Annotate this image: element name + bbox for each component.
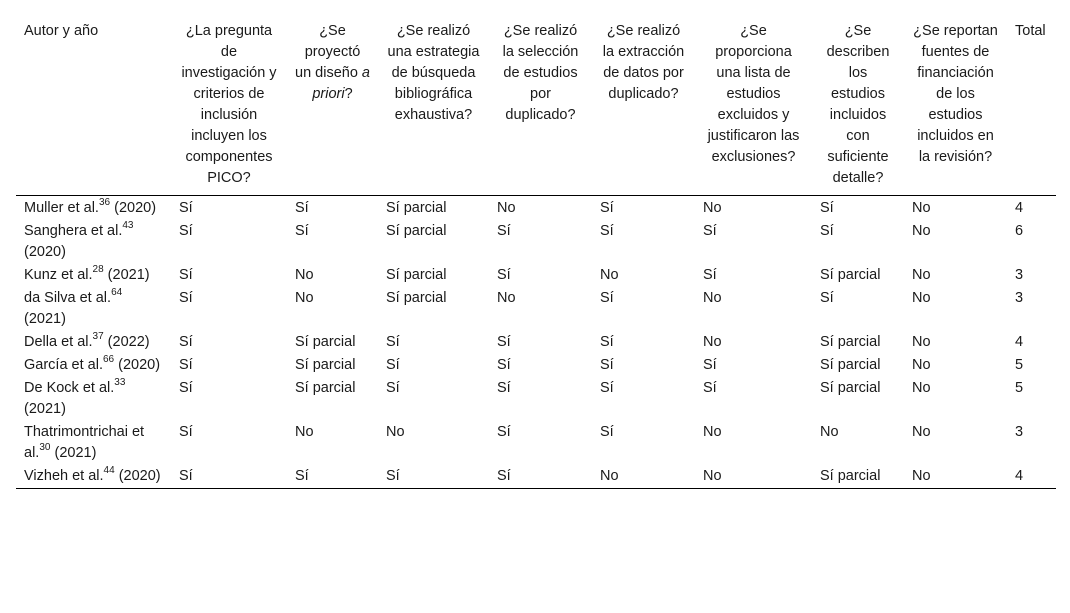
- criterion-cell: Sí: [179, 380, 193, 396]
- criterion-cell: No: [600, 267, 619, 283]
- criterion-cell: Sí: [287, 465, 378, 489]
- criterion-cell: No: [912, 424, 931, 440]
- criterion-cell: Sí parcial: [386, 267, 447, 283]
- criterion-cell: Sí: [497, 334, 511, 350]
- column-header-extraction: ¿Se realizó la extracción de datos por duplicado?: [592, 16, 695, 196]
- criterion-cell: No: [295, 424, 314, 440]
- author-cell: [16, 354, 171, 377]
- criterion-cell: Sí: [179, 267, 193, 283]
- criterion-cell: Sí: [497, 223, 511, 239]
- criterion-cell: Sí parcial: [386, 290, 447, 306]
- author-cell: [16, 377, 171, 421]
- author-name: Della et al.: [24, 334, 93, 350]
- criterion-cell: Sí: [386, 334, 400, 350]
- criterion-cell: No: [912, 290, 931, 306]
- reference-number: 30: [39, 442, 51, 454]
- criterion-cell: Sí: [600, 424, 614, 440]
- criterion-cell: Sí: [600, 334, 614, 350]
- publication-year: (2021): [107, 267, 150, 283]
- criterion-cell: Sí parcial: [820, 357, 881, 373]
- a-priori-text: a priori: [312, 65, 370, 102]
- reference-number: 43: [122, 220, 134, 232]
- criterion-cell: Sí: [179, 334, 193, 350]
- total-score-cell: 5: [1015, 357, 1024, 373]
- column-header-design: [287, 16, 378, 196]
- publication-year: (2021): [24, 311, 66, 327]
- criterion-cell: No: [703, 290, 722, 306]
- criterion-cell: No: [912, 334, 931, 350]
- author-name: Thatrimontrichai et al.: [24, 424, 145, 461]
- table-row: [16, 196, 1056, 221]
- criterion-cell: No: [912, 223, 931, 239]
- author-name: Vizheh et al.: [24, 468, 104, 484]
- column-header-pico: ¿La pregunta de investigación y criterios de inclusión incluyen los componentes PICO?: [171, 16, 287, 196]
- reference-number: 37: [92, 331, 104, 343]
- column-header-selection: ¿Se realizó la selección de estudios por duplicado?: [489, 16, 592, 196]
- table-row: [16, 421, 1056, 465]
- criterion-cell: Sí: [600, 200, 614, 216]
- criterion-cell: No: [386, 424, 405, 440]
- criterion-cell: Sí: [386, 357, 400, 373]
- author-cell: [16, 196, 171, 221]
- publication-year: (2020): [114, 200, 157, 216]
- criterion-cell: Sí parcial: [820, 334, 881, 350]
- total-score-cell: 3: [1015, 424, 1024, 440]
- author-name: Muller et al.: [24, 200, 99, 216]
- author-cell: [16, 220, 171, 264]
- criterion-cell: Sí parcial: [820, 380, 881, 396]
- criterion-cell: No: [295, 290, 314, 306]
- publication-year: (2022): [107, 334, 150, 350]
- table-row: [16, 220, 1056, 264]
- publication-year: (2020): [118, 357, 161, 373]
- total-score-cell: 4: [1015, 200, 1024, 216]
- criterion-cell: Sí: [703, 267, 717, 283]
- criterion-cell: Sí: [703, 357, 717, 373]
- publication-year: (2021): [24, 401, 66, 417]
- criterion-cell: Sí parcial: [295, 334, 356, 350]
- criterion-cell: Sí: [497, 357, 511, 373]
- author-name: Kunz et al.: [24, 267, 93, 283]
- table-row: [16, 354, 1056, 377]
- criterion-cell: Sí parcial: [386, 223, 447, 239]
- criterion-cell: Sí: [703, 223, 717, 239]
- criterion-cell: Sí: [295, 223, 309, 239]
- criterion-cell: No: [820, 424, 839, 440]
- author-name: da Silva et al.: [24, 290, 112, 306]
- column-header-excluded: ¿Se proporciona una lista de estudios excluidos y justificaron las exclusiones?: [695, 16, 812, 196]
- publication-year: (2020): [118, 468, 161, 484]
- total-score-cell: 3: [1015, 267, 1024, 283]
- author-name: Sanghera et al.: [24, 223, 123, 239]
- total-score-cell: 3: [1015, 290, 1024, 306]
- author-cell: [16, 287, 171, 331]
- author-cell: [16, 421, 171, 465]
- table-row: [16, 287, 1056, 331]
- column-header-total: Total: [1007, 16, 1056, 196]
- amstar-quality-table: [16, 16, 1056, 489]
- reference-number: 33: [114, 377, 126, 389]
- criterion-cell: Sí: [497, 267, 511, 283]
- criterion-cell: No: [703, 424, 722, 440]
- table-header-row: [16, 16, 1056, 196]
- criterion-cell: Sí: [600, 290, 614, 306]
- criterion-cell: Sí: [497, 380, 511, 396]
- criterion-cell: Sí: [600, 223, 614, 239]
- criterion-cell: Sí parcial: [295, 357, 356, 373]
- total-score-cell: 6: [1015, 223, 1024, 239]
- column-header-search: ¿Se realizó una estrategia de búsqueda bibliográfica exhaustiva?: [378, 16, 489, 196]
- criterion-cell: Sí: [179, 223, 193, 239]
- author-cell: [16, 465, 171, 489]
- reference-number: 36: [98, 197, 111, 209]
- criterion-cell: Sí: [703, 380, 717, 396]
- criterion-cell: No: [592, 465, 695, 489]
- criterion-cell: No: [912, 200, 931, 216]
- criterion-cell: Sí: [386, 380, 400, 396]
- criterion-cell: Sí parcial: [295, 380, 356, 396]
- criterion-cell: Sí: [489, 465, 592, 489]
- design-text: ¿Se proyectó un diseño: [295, 23, 361, 81]
- reference-number: 44: [103, 465, 115, 477]
- criterion-cell: Sí: [179, 424, 193, 440]
- criterion-cell: Sí: [179, 357, 193, 373]
- table-row: [16, 331, 1056, 354]
- criterion-cell: Sí: [600, 357, 614, 373]
- criterion-cell: Sí: [295, 200, 309, 216]
- total-score-cell: 5: [1015, 380, 1024, 396]
- table-row: [16, 465, 1056, 489]
- criterion-cell: Sí: [820, 200, 834, 216]
- criterion-cell: No: [703, 200, 722, 216]
- criterion-cell: Sí: [820, 223, 834, 239]
- criterion-cell: Sí parcial: [812, 465, 904, 489]
- column-header-funding: ¿Se reportan fuentes de financiación de los estudios incluidos en la revisión?: [904, 16, 1007, 196]
- criterion-cell: Sí parcial: [386, 200, 447, 216]
- column-header-author: Autor y año: [16, 16, 171, 196]
- criterion-cell: Sí: [179, 290, 193, 306]
- criterion-cell: Sí: [179, 200, 193, 216]
- criterion-cell: No: [912, 357, 931, 373]
- criterion-cell: No: [497, 200, 516, 216]
- question-mark: ?: [344, 86, 353, 102]
- table-body: [16, 196, 1056, 489]
- table-row: [16, 264, 1056, 287]
- criterion-cell: Sí: [171, 465, 287, 489]
- criterion-cell: Sí: [497, 424, 511, 440]
- criterion-cell: No: [912, 380, 931, 396]
- criterion-cell: No: [912, 267, 931, 283]
- criterion-cell: No: [295, 267, 314, 283]
- criterion-cell: Sí: [600, 380, 614, 396]
- table-row: [16, 377, 1056, 421]
- total-score-cell: 4: [1015, 334, 1024, 350]
- criterion-cell: Sí: [378, 465, 489, 489]
- criterion-cell: No: [703, 334, 722, 350]
- reference-number: 28: [92, 264, 104, 276]
- criterion-cell: No: [904, 465, 1007, 489]
- criterion-cell: No: [695, 465, 812, 489]
- total-score-cell: 4: [1007, 465, 1056, 489]
- author-name: De Kock et al.: [24, 380, 115, 396]
- reference-number: 66: [102, 354, 115, 366]
- criterion-cell: No: [497, 290, 516, 306]
- reference-number: 64: [111, 287, 123, 299]
- publication-year: (2020): [24, 244, 66, 260]
- author-cell: [16, 264, 171, 287]
- criterion-cell: Sí parcial: [820, 267, 881, 283]
- publication-year: (2021): [54, 445, 97, 461]
- column-header-described: ¿Se describen los estudios incluidos con suficiente detalle?: [812, 16, 904, 196]
- criterion-cell: Sí: [820, 290, 834, 306]
- author-cell: [16, 331, 171, 354]
- author-name: García et al.: [24, 357, 103, 373]
